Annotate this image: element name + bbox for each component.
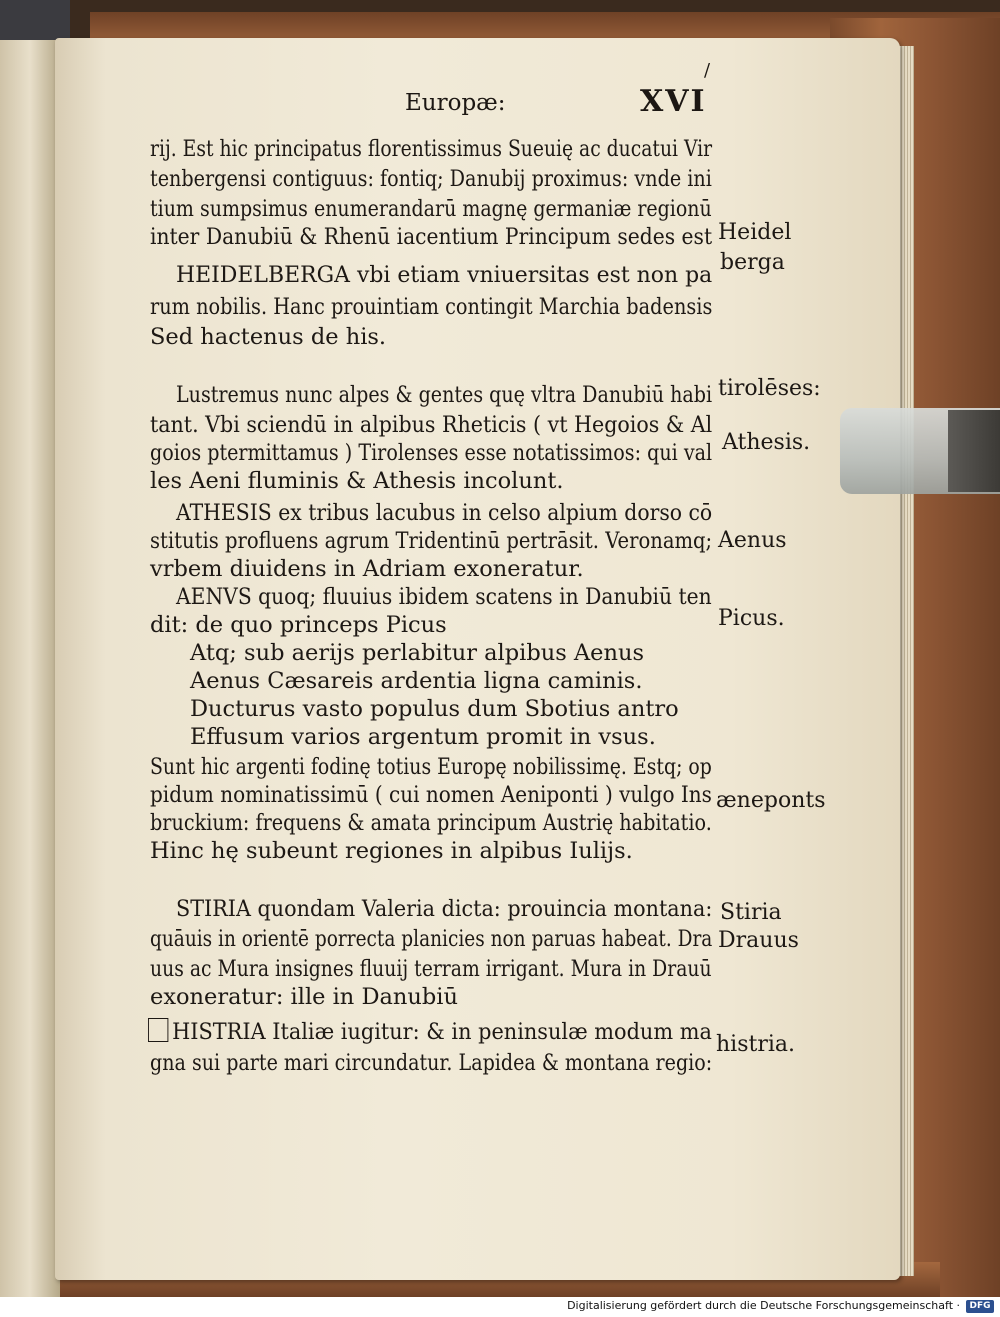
text-line: inter Danubiū & Rhenū iacentium Principum sedes est xyxy=(150,224,713,250)
verse-line: Atq; sub aerijs perlabitur alpibus Aenus xyxy=(190,640,644,666)
verse-line: Effusum varios argentum promit in vsus. xyxy=(190,724,656,750)
margin-note: histria. xyxy=(716,1032,795,1057)
margin-note: Stiria xyxy=(720,900,782,925)
text-line: gna sui parte mari circundatur. Lapidea & montana regio: xyxy=(150,1050,713,1076)
text-line: les Aeni fluminis & Athesis incolunt. xyxy=(150,468,564,494)
text-line: AENVS quoq; fluuius ibidem scatens in Danubiū ten xyxy=(176,584,712,610)
text-line: tium sumpsimus enumerandarū magnę germaniæ regionū xyxy=(150,196,712,222)
text-line: stitutis profluens agrum Tridentinū pertrāsit. Veronamq; xyxy=(150,528,713,554)
facing-page xyxy=(0,40,60,1297)
text-line: exoneratur: ille in Danubiū xyxy=(150,984,458,1010)
text-line: STIRIA quondam Valeria dicta: prouincia montana: xyxy=(176,896,713,922)
running-title: Europæ: xyxy=(405,90,506,116)
digitization-footer xyxy=(0,1297,1000,1317)
margin-note: berga xyxy=(720,250,785,275)
text-line: Sunt hic argenti fodinę totius Europę nobilissimę. Estq; op xyxy=(150,754,712,780)
text-line xyxy=(148,1018,712,1045)
dfg-logo: DFG xyxy=(966,1300,994,1313)
text-line: tenbergensi contiguus: fontiq; Danubij proximus: vnde ini xyxy=(150,166,712,192)
margin-note: Drauus xyxy=(718,928,799,953)
text-line: quāuis in orientē porrecta planicies non paruas habeat. Dra xyxy=(150,926,713,952)
margin-note: Athesis. xyxy=(722,430,811,455)
text-line: ATHESIS ex tribus lacubus in celso alpium dorso cō xyxy=(176,500,713,526)
verse-line: Aenus Cæsareis ardentia ligna caminis. xyxy=(190,668,643,694)
text-line: vrbem diuidens in Adriam exoneratur. xyxy=(150,556,584,582)
folio-number: XVI xyxy=(640,84,707,119)
margin-note: Picus. xyxy=(718,606,785,631)
bookmark-tab-shadow xyxy=(948,410,1000,492)
text-line: goios ptermittamus ) Tirolenses esse notatissimos: qui val xyxy=(150,440,713,466)
text-line: pidum nominatissimū ( cui nomen Aeniponti ) vulgo Ins xyxy=(150,782,712,808)
text-line: bruckium: frequens & amata principum Austrię habitatio. xyxy=(150,810,712,836)
text-line: HEIDELBERGA vbi etiam vniuersitas est non pa xyxy=(176,262,713,288)
margin-note: tirolēses: xyxy=(718,376,821,401)
text-line: rum nobilis. Hanc prouintiam contingit Marchia badensis xyxy=(150,294,713,320)
margin-note: Aenus xyxy=(718,528,787,553)
footer-credit: Digitalisierung gefördert durch die Deutsche Forschungsgemeinschaft · xyxy=(567,1299,960,1312)
text-line: dit: de quo princeps Picus xyxy=(150,612,447,638)
text-line: Hinc hę subeunt regiones in alpibus Iulijs. xyxy=(150,838,633,864)
margin-note: Heidel xyxy=(718,220,792,245)
text-line-content: HISTRIA Italiæ iugitur: & in peninsulæ modum ma xyxy=(172,1019,712,1045)
folio-tick-mark: / xyxy=(704,60,711,81)
text-line: rij. Est hic principatus florentissimus Sueuię ac ducatui Vir xyxy=(150,136,713,162)
text-line: tant. Vbi sciendū in alpibus Rheticis ( vt Hegoios & Al xyxy=(150,412,713,438)
text-line: Lustremus nunc alpes & gentes quę vltra Danubiū habi xyxy=(176,382,713,408)
text-line: uus ac Mura insignes fluuij terram irrigant. Mura in Drauū xyxy=(150,956,712,982)
verse-line: Ducturus vasto populus dum Sbotius antro xyxy=(190,696,679,722)
margin-note: æneponts xyxy=(716,788,826,813)
initial-placeholder xyxy=(148,1018,168,1042)
text-line: Sed hactenus de his. xyxy=(150,324,387,350)
